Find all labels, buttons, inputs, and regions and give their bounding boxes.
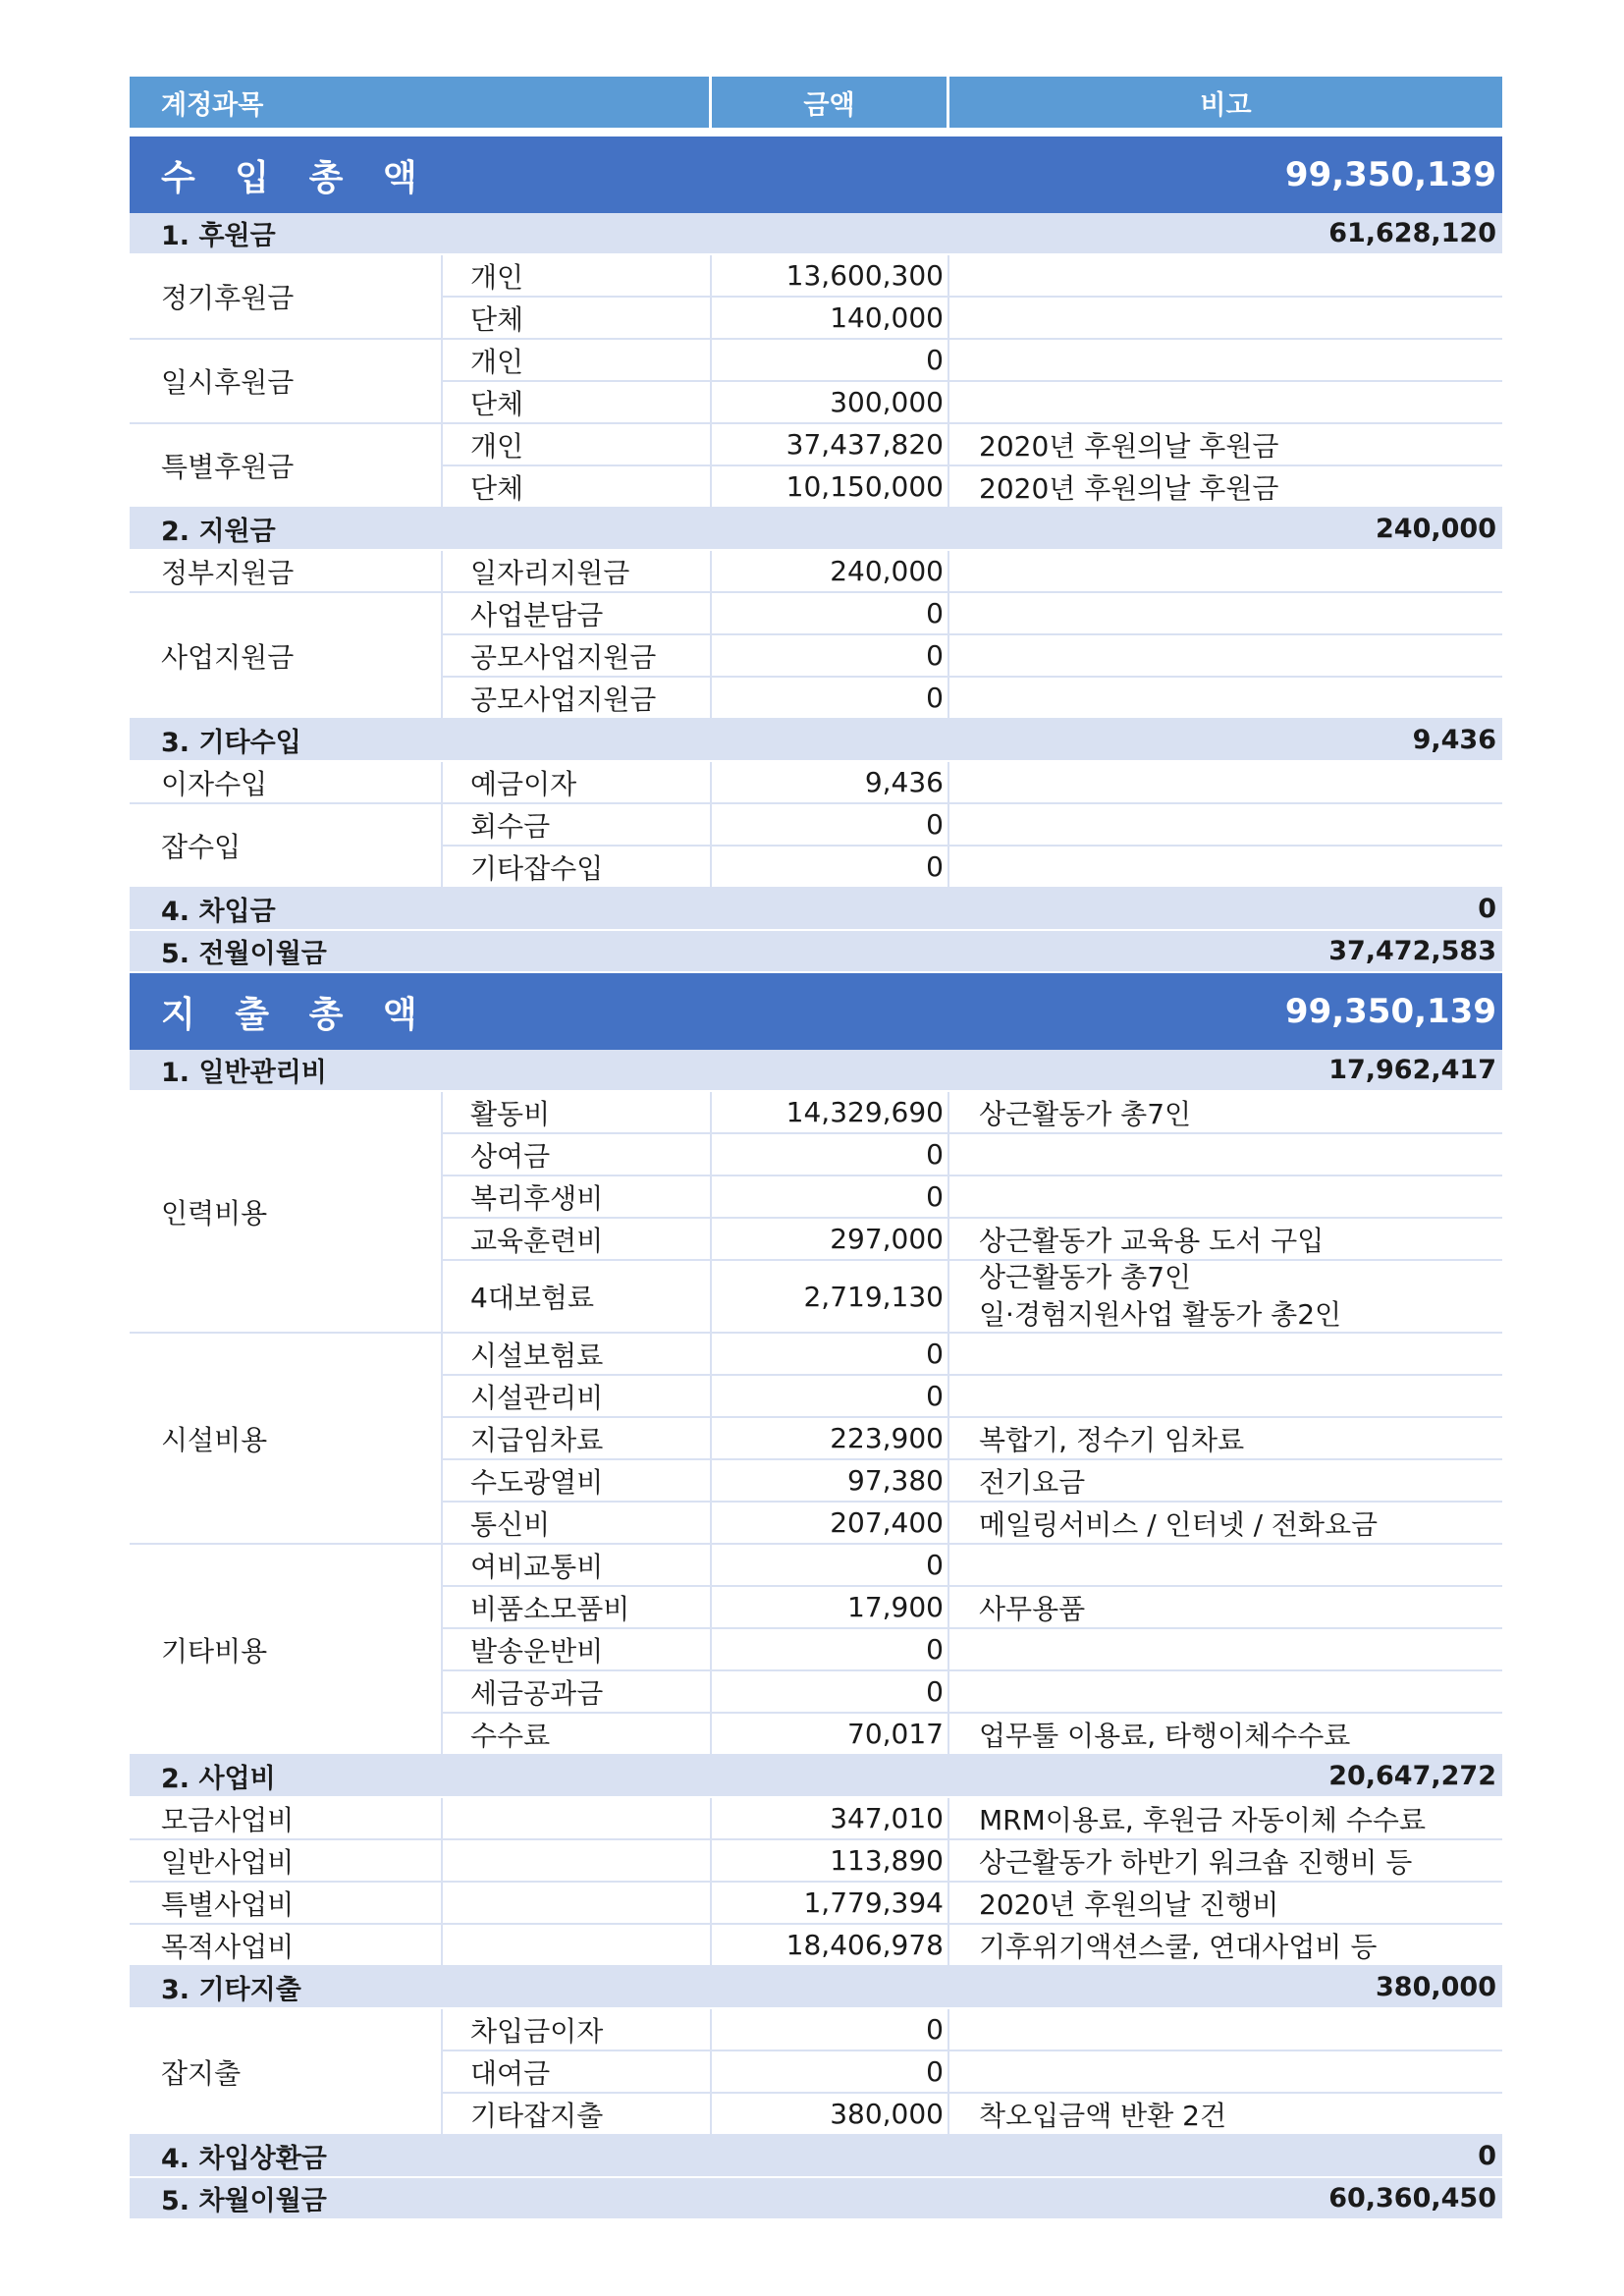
account-group (130, 2009, 1502, 2136)
item-amount: 17,900 (712, 1587, 949, 1627)
account-rows (443, 1545, 1502, 1756)
category-label: 5. 전월이월금 (161, 939, 327, 969)
table-row (443, 1587, 1502, 1629)
category-row (130, 1756, 1502, 1798)
item-amount: 13,600,300 (712, 255, 949, 296)
account-rows (443, 593, 1502, 720)
item-note: 상근활동가 교육용 도서 구입 (979, 1224, 1325, 1257)
item-note (949, 2009, 1502, 2050)
header-amount: 금액 (712, 77, 949, 128)
account-name: 정기후원금 (130, 255, 443, 340)
header-note: 비고 (1200, 89, 1252, 121)
expense-total-value: 99,350,139 (1284, 992, 1496, 1031)
table-row (443, 1334, 1502, 1376)
category-amount: 0 (1478, 2141, 1496, 2171)
table-row (443, 1219, 1502, 1261)
item-note (949, 847, 1502, 887)
table-row (443, 635, 1502, 678)
account-group (130, 1798, 1502, 1840)
item-name: 지급임차료 (443, 1418, 712, 1458)
account-group (130, 1925, 1502, 1967)
account-name: 시설비용 (130, 1334, 443, 1545)
account-group (130, 340, 1502, 424)
table-row (443, 298, 1502, 340)
item-name: 기타잡수입 (443, 847, 712, 887)
account-group (130, 804, 1502, 889)
category-amount: 380,000 (1376, 1972, 1496, 2002)
category-row (130, 889, 1502, 931)
table-row (443, 1092, 1502, 1134)
item-name: 개인 (443, 424, 712, 465)
account-rows (443, 1925, 1502, 1967)
item-note-line: 일·경험지원사업 활동가 총2인 (979, 1298, 1342, 1331)
table-row (443, 255, 1502, 298)
budget-report (130, 77, 1502, 2220)
expense-total-label: 지 출 총 액 (161, 994, 431, 1035)
item-note: 기후위기액션스쿨, 연대사업비 등 (979, 1930, 1378, 1963)
item-name: 시설관리비 (443, 1376, 712, 1416)
table-row (443, 1629, 1502, 1671)
table-row (443, 593, 1502, 635)
table-row (443, 1503, 1502, 1545)
account-rows (443, 255, 1502, 340)
item-amount: 9,436 (712, 762, 949, 802)
table-row (443, 762, 1502, 804)
item-amount: 297,000 (712, 1219, 949, 1259)
category-amount: 240,000 (1376, 514, 1496, 544)
category-row (130, 2178, 1502, 2220)
table-row (443, 1883, 1502, 1925)
item-name (443, 1883, 712, 1923)
item-amount: 240,000 (712, 551, 949, 591)
table-row (443, 2009, 1502, 2051)
item-name: 공모사업지원금 (443, 678, 712, 718)
category-label: 1. 일반관리비 (161, 1058, 327, 1088)
account-name: 일시후원금 (130, 340, 443, 424)
item-note (949, 1134, 1502, 1175)
item-name: 회수금 (443, 804, 712, 845)
item-name: 활동비 (443, 1092, 712, 1132)
account-name: 잡지출 (130, 2009, 443, 2136)
account-name: 일반사업비 (130, 1840, 443, 1883)
table-row (443, 804, 1502, 847)
account-group (130, 1092, 1502, 1334)
item-amount: 0 (712, 1176, 949, 1217)
account-name: 특별후원금 (130, 424, 443, 509)
item-amount: 70,017 (712, 1714, 949, 1754)
item-note: 상근활동가 총7인 (979, 1097, 1192, 1130)
item-amount: 0 (712, 678, 949, 718)
item-amount: 14,329,690 (712, 1092, 949, 1132)
item-name: 복리후생비 (443, 1176, 712, 1217)
table-row (443, 1376, 1502, 1418)
account-name: 이자수입 (130, 762, 443, 804)
table-row (443, 1418, 1502, 1460)
item-note (949, 593, 1502, 633)
item-note: MRM이용료, 후원금 자동이체 수수료 (979, 1803, 1426, 1836)
item-note (949, 2051, 1502, 2092)
category-row (130, 720, 1502, 762)
item-name: 기타잡지출 (443, 2094, 712, 2134)
item-amount: 0 (712, 340, 949, 380)
table-row (443, 2051, 1502, 2094)
item-name: 개인 (443, 340, 712, 380)
item-name: 세금공과금 (443, 1671, 712, 1712)
account-group (130, 551, 1502, 593)
account-name: 사업지원금 (130, 593, 443, 720)
category-amount: 20,647,272 (1328, 1761, 1496, 1791)
income-total-row (130, 137, 1502, 213)
item-note: 복합기, 정수기 임차료 (979, 1423, 1245, 1456)
item-amount: 0 (712, 2051, 949, 2092)
account-rows (443, 424, 1502, 509)
table-row (443, 551, 1502, 593)
item-amount: 37,437,820 (712, 424, 949, 465)
item-note: 사무용품 (979, 1592, 1086, 1625)
category-amount: 61,628,120 (1328, 218, 1496, 248)
item-amount: 10,150,000 (712, 466, 949, 507)
expense-block (130, 973, 1502, 2220)
item-note (949, 1261, 1502, 1332)
item-note (949, 255, 1502, 296)
category-label: 5. 차월이월금 (161, 2186, 327, 2216)
item-name: 수수료 (443, 1714, 712, 1754)
account-name: 정부지원금 (130, 551, 443, 593)
item-amount: 97,380 (712, 1460, 949, 1501)
item-note (949, 1176, 1502, 1217)
account-rows (443, 762, 1502, 804)
item-name: 단체 (443, 298, 712, 338)
table-row (443, 1714, 1502, 1756)
item-amount: 0 (712, 593, 949, 633)
item-note (949, 382, 1502, 422)
account-rows (443, 1840, 1502, 1883)
item-amount: 380,000 (712, 2094, 949, 2134)
account-group (130, 593, 1502, 720)
category-row (130, 931, 1502, 973)
item-amount: 2,719,130 (712, 1261, 949, 1332)
item-amount: 0 (712, 635, 949, 676)
item-amount: 0 (712, 1334, 949, 1374)
expense-total-row (130, 973, 1502, 1050)
account-group (130, 1883, 1502, 1925)
item-name: 대여금 (443, 2051, 712, 2092)
item-name: 상여금 (443, 1134, 712, 1175)
account-group (130, 424, 1502, 509)
account-rows (443, 804, 1502, 889)
table-row (443, 1261, 1502, 1334)
item-note: 2020년 후원의날 후원금 (979, 471, 1279, 505)
item-amount: 0 (712, 847, 949, 887)
item-note (949, 551, 1502, 591)
item-amount: 113,890 (712, 1840, 949, 1881)
header-account: 계정과목 (130, 77, 712, 128)
item-name (443, 1798, 712, 1838)
item-amount: 223,900 (712, 1418, 949, 1458)
item-name: 통신비 (443, 1503, 712, 1543)
item-amount: 1,779,394 (712, 1883, 949, 1923)
table-row (443, 1798, 1502, 1840)
item-name: 일자리지원금 (443, 551, 712, 591)
account-name: 모금사업비 (130, 1798, 443, 1840)
item-amount: 0 (712, 1376, 949, 1416)
item-note-line: 상근활동가 총7인 (979, 1261, 1192, 1293)
table-row (443, 1460, 1502, 1503)
account-name: 특별사업비 (130, 1883, 443, 1925)
account-rows (443, 551, 1502, 593)
account-group (130, 1545, 1502, 1756)
item-name: 공모사업지원금 (443, 635, 712, 676)
item-name: 4대보험료 (443, 1261, 712, 1332)
item-note (949, 298, 1502, 338)
category-row (130, 1050, 1502, 1092)
item-name: 예금이자 (443, 762, 712, 802)
table-row (443, 1925, 1502, 1967)
item-note (949, 1671, 1502, 1712)
item-note (949, 678, 1502, 718)
category-amount: 37,472,583 (1328, 936, 1496, 966)
item-name: 개인 (443, 255, 712, 296)
category-label: 2. 지원금 (161, 517, 276, 547)
item-name: 시설보험료 (443, 1334, 712, 1374)
item-amount: 347,010 (712, 1798, 949, 1838)
item-note: 상근활동가 하반기 워크숍 진행비 등 (979, 1845, 1413, 1879)
table-row (443, 1545, 1502, 1587)
item-note: 착오입금액 반환 2건 (979, 2099, 1227, 2132)
account-rows (443, 2009, 1502, 2136)
item-name: 사업분담금 (443, 593, 712, 633)
item-note: 2020년 후원의날 진행비 (979, 1887, 1279, 1921)
item-note (949, 1545, 1502, 1585)
item-note: 전기요금 (979, 1465, 1086, 1499)
account-rows (443, 1334, 1502, 1545)
account-group (130, 762, 1502, 804)
item-name: 발송운반비 (443, 1629, 712, 1669)
item-name: 여비교통비 (443, 1545, 712, 1585)
item-amount: 0 (712, 1671, 949, 1712)
category-amount: 9,436 (1412, 725, 1496, 755)
item-amount: 0 (712, 1629, 949, 1669)
item-amount: 140,000 (712, 298, 949, 338)
item-note (949, 1629, 1502, 1669)
table-row (443, 466, 1502, 509)
account-name: 목적사업비 (130, 1925, 443, 1967)
income-total-label: 수 입 총 액 (161, 157, 431, 198)
table-header (130, 77, 1502, 128)
account-name: 기타비용 (130, 1545, 443, 1756)
item-note: 메일링서비스 / 인터넷 / 전화요금 (979, 1507, 1379, 1541)
table-row (443, 1176, 1502, 1219)
account-group (130, 1840, 1502, 1883)
item-note (949, 1334, 1502, 1374)
income-total-value: 99,350,139 (1284, 155, 1496, 194)
category-label: 4. 차입금 (161, 897, 276, 927)
item-note (949, 762, 1502, 802)
item-note (949, 635, 1502, 676)
table-row (443, 1134, 1502, 1176)
account-rows (443, 1092, 1502, 1334)
category-row (130, 213, 1502, 255)
item-amount: 18,406,978 (712, 1925, 949, 1965)
item-amount: 300,000 (712, 382, 949, 422)
item-amount: 0 (712, 2009, 949, 2050)
table-row (443, 1671, 1502, 1714)
item-name (443, 1925, 712, 1965)
account-rows (443, 1798, 1502, 1840)
account-group (130, 255, 1502, 340)
item-amount: 207,400 (712, 1503, 949, 1543)
item-name: 비품소모품비 (443, 1587, 712, 1627)
category-label: 4. 차입상환금 (161, 2144, 327, 2174)
category-label: 2. 사업비 (161, 1764, 276, 1794)
table-row (443, 847, 1502, 889)
item-name: 단체 (443, 382, 712, 422)
table-row (443, 2094, 1502, 2136)
income-block (130, 137, 1502, 973)
item-note (949, 804, 1502, 845)
account-name: 잡수입 (130, 804, 443, 889)
category-label: 3. 기타지출 (161, 1975, 301, 2005)
item-note (949, 340, 1502, 380)
table-row (443, 382, 1502, 424)
category-label: 3. 기타수입 (161, 728, 301, 758)
account-name: 인력비용 (130, 1092, 443, 1334)
item-name: 차입금이자 (443, 2009, 712, 2050)
item-note: 2020년 후원의날 후원금 (979, 429, 1279, 463)
account-group (130, 1334, 1502, 1545)
account-rows (443, 340, 1502, 424)
item-amount: 0 (712, 1545, 949, 1585)
category-amount: 0 (1478, 894, 1496, 924)
table-row (443, 424, 1502, 466)
table-row (443, 678, 1502, 720)
item-note (949, 1376, 1502, 1416)
item-name: 교육훈련비 (443, 1219, 712, 1259)
category-amount: 17,962,417 (1328, 1055, 1496, 1085)
category-row (130, 2136, 1502, 2178)
table-row (443, 1840, 1502, 1883)
table-row (443, 340, 1502, 382)
category-row (130, 1967, 1502, 2009)
category-label: 1. 후원금 (161, 221, 276, 251)
item-note: 업무툴 이용료, 타행이체수수료 (979, 1719, 1351, 1752)
account-rows (443, 1883, 1502, 1925)
item-name: 단체 (443, 466, 712, 507)
category-amount: 60,360,450 (1328, 2183, 1496, 2214)
item-amount: 0 (712, 804, 949, 845)
category-row (130, 509, 1502, 551)
item-name: 수도광열비 (443, 1460, 712, 1501)
item-amount: 0 (712, 1134, 949, 1175)
item-name (443, 1840, 712, 1881)
